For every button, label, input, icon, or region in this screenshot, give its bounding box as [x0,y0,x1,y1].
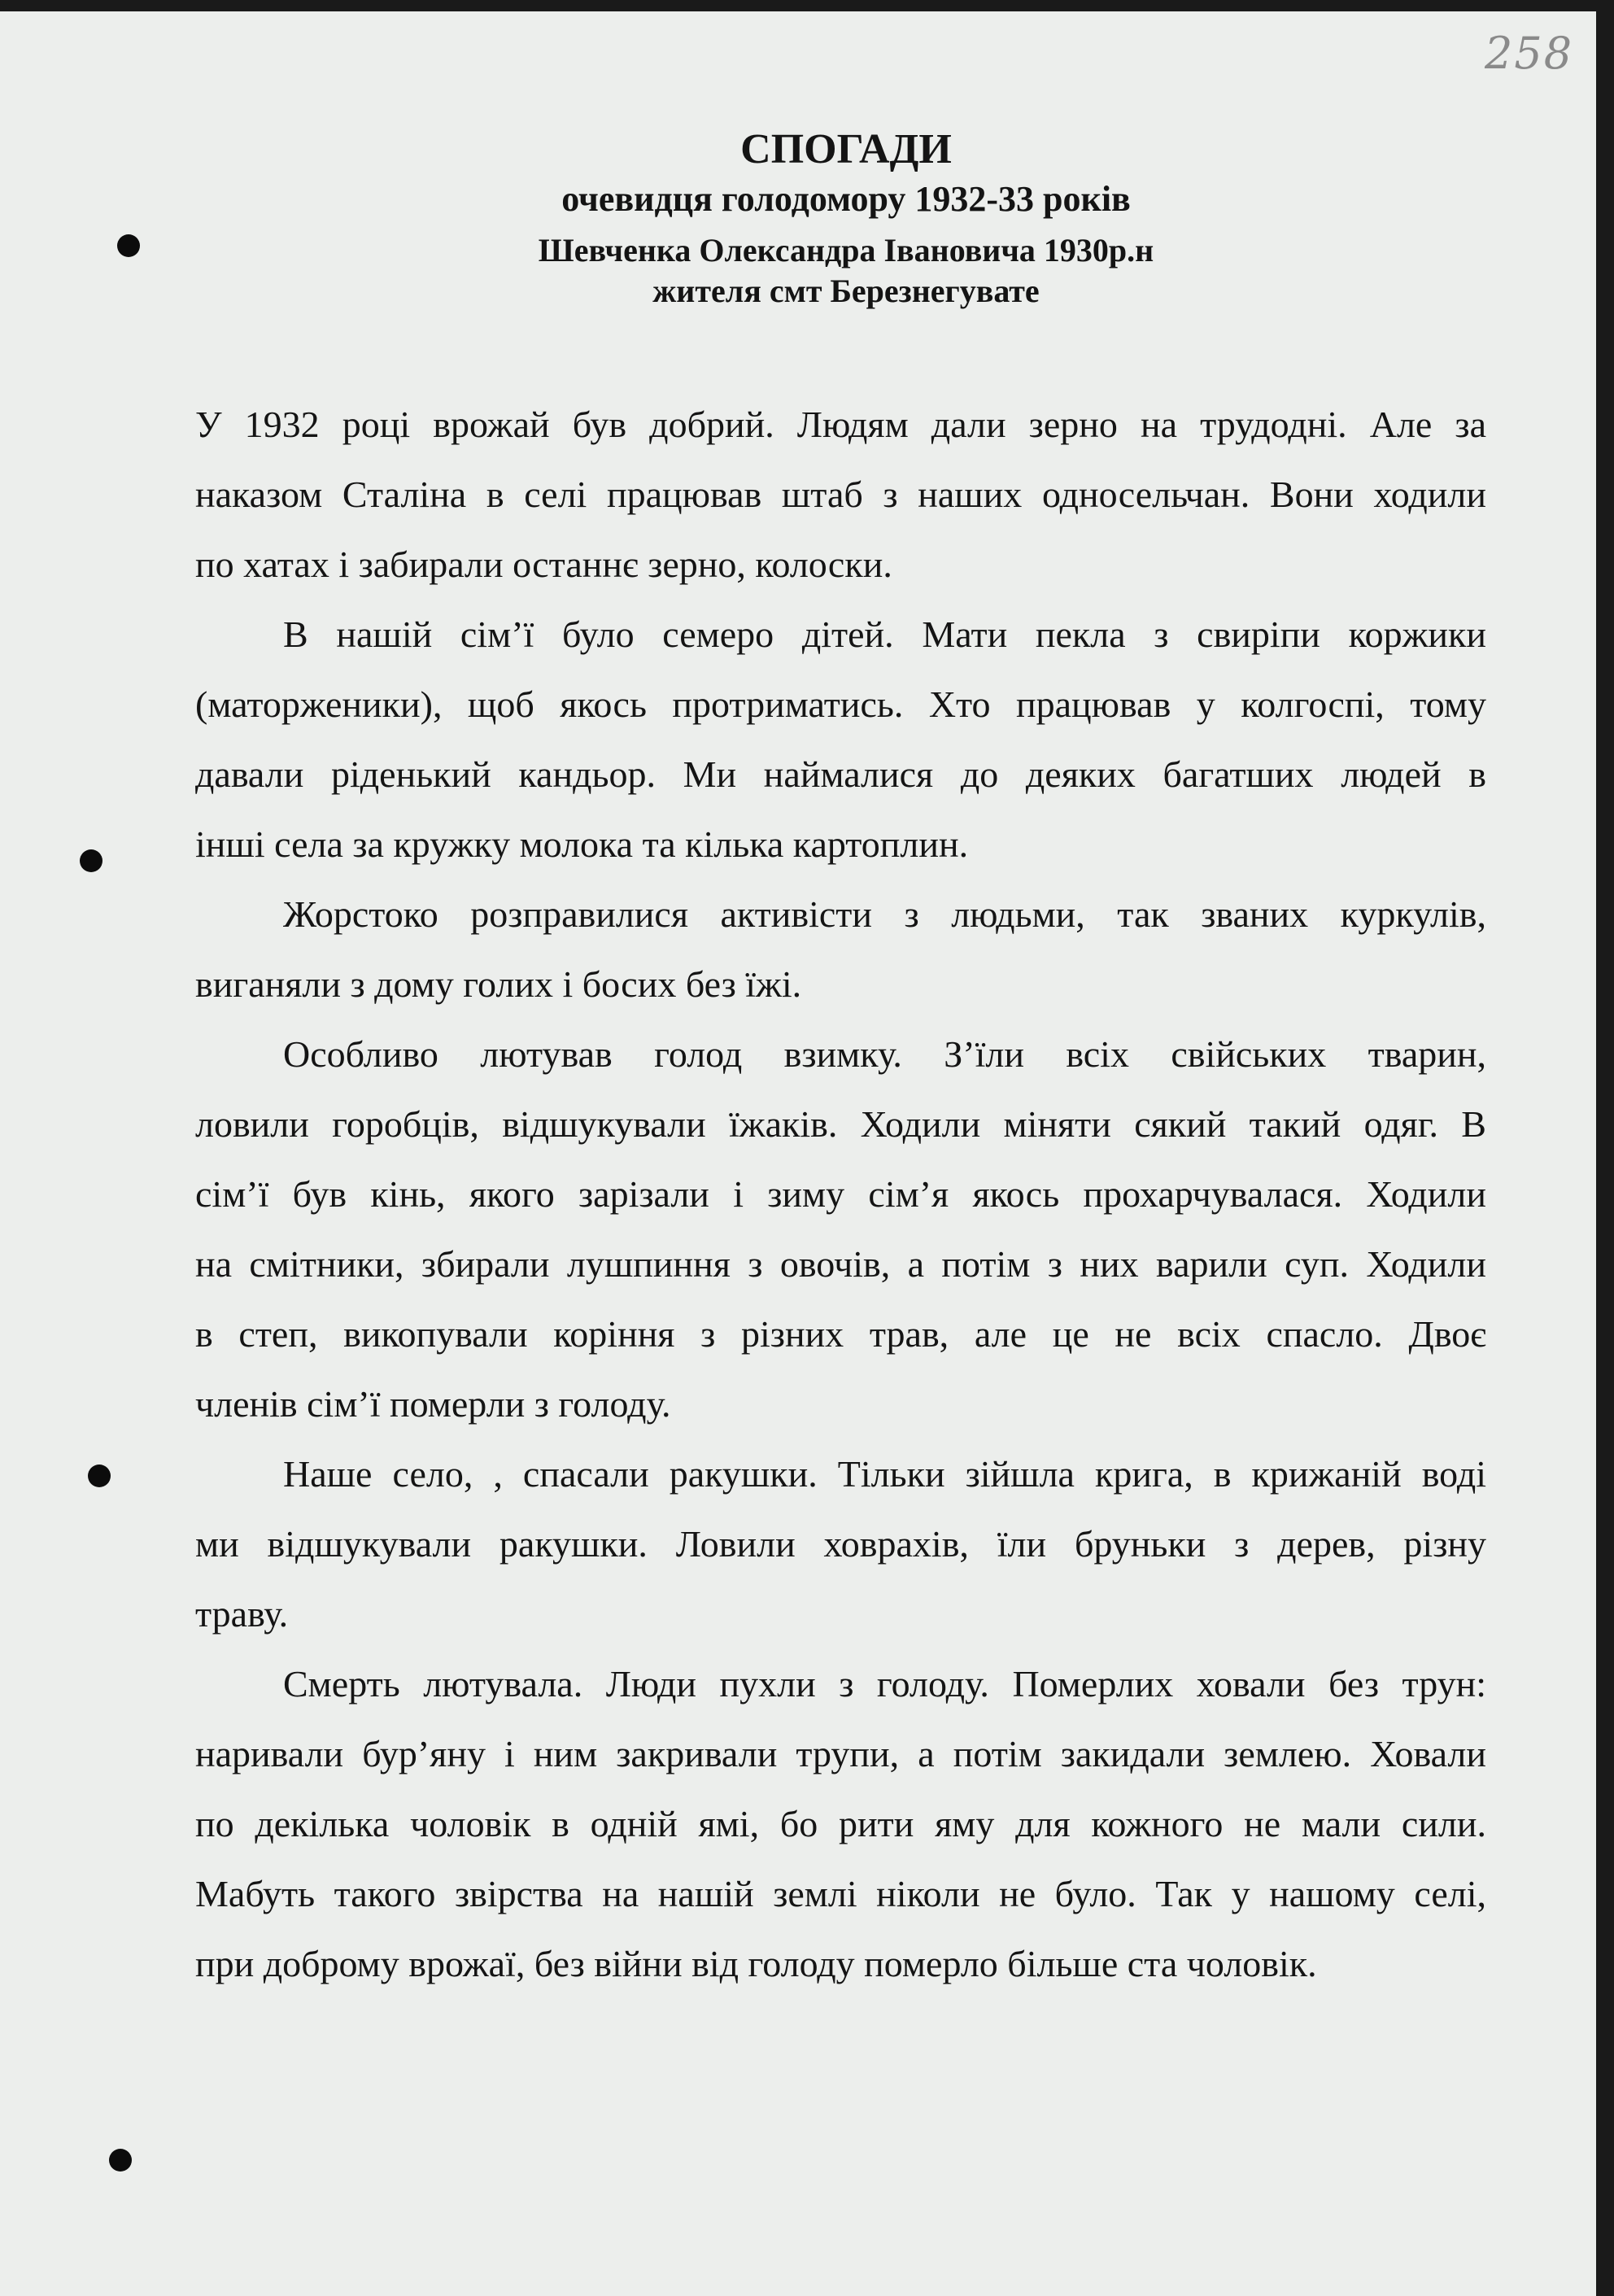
punch-hole [109,2149,132,2172]
memoir-text [195,390,1486,1999]
text-line: по декілька чоловік в одній ямі, бо рити яму для кожного не мали сили. [195,1803,1486,1844]
text-line: в степ, викопували коріння з різних трав, але це не всіх спасло. Двоє [195,1313,1486,1355]
paragraph [195,600,1486,880]
paragraph [195,1439,1486,1649]
paragraph [195,390,1486,600]
text-line: ми відшукували ракушки. Ловили ховрахів, їли бруньки з дерев, різну [195,1523,1486,1565]
text-line: при доброму врожаї, без війни від голоду померло більше ста чоловік. [195,1943,1317,1984]
punch-hole [117,234,140,257]
text-line: Мабуть такого звірства на нашій землі ніколи не було. Так у нашому селі, [195,1873,1486,1914]
text-line: ловили горобців, відшукували їжаків. Ходили міняти сякий такий одяг. В [195,1103,1486,1145]
text-line: давали ріденький кандьор. Ми наймалися до деяких багатших людей в [195,753,1486,795]
text-line: траву. [195,1593,289,1635]
text-line: наказом Сталіна в селі працював штаб з наших односельчан. Вони ходили [195,474,1486,515]
text-line: У 1932 році врожай був добрий. Людям дали зерно на трудодні. Але за [195,404,1486,445]
document-title: СПОГАДИ [740,126,952,172]
witness-name: Шевченка Олександра Івановича 1930р.н [538,232,1154,268]
text-line: Смерть лютувала. Люди пухли з голоду. Померлих ховали без трун: [283,1663,1486,1705]
document-subtitle: очевидця голодомору 1932-33 років [561,179,1131,219]
witness-residence: жителя смт Березнегувате [652,273,1040,309]
handwritten-page-number: 258 [1485,28,1574,79]
text-line: по хатах і забирали останнє зерно, колоски. [195,543,892,585]
text-line: Наше село, , спасали ракушки. Тільки зійшла крига, в крижаній воді [283,1453,1486,1495]
paragraph [195,1019,1486,1439]
text-line: інші села за кружку молока та кілька картоплин. [195,823,969,865]
text-line: (маторженики), щоб якось протриматись. Хто працював у колгоспі, тому [195,683,1486,725]
text-line: Особливо лютував голод взимку. З’їли всіх свійських тварин, [283,1033,1486,1075]
text-line: В нашій сім’ї було семеро дітей. Мати пекла з свиріпи коржики [283,613,1486,655]
punch-hole [80,849,103,872]
text-line: виганяли з дому голих і босих без їжі. [195,963,802,1005]
punch-hole [88,1464,111,1487]
paragraph [195,880,1486,1019]
text-line: наривали бур’яну і ним закривали трупи, а потім закидали землею. Ховали [195,1733,1486,1774]
text-line: сім’ї був кінь, якого зарізали і зиму сім’я якось прохарчувалася. Ходили [195,1173,1486,1215]
text-line: членів сім’ї померли з голоду. [195,1383,671,1425]
document-page [0,11,1596,2296]
paragraph [195,1649,1486,1999]
text-line: Жорстоко розправилися активісти з людьми, так званих куркулів, [283,893,1486,935]
text-line: на смітники, збирали лушпиння з овочів, а потім з них варили суп. Ходили [195,1243,1486,1285]
